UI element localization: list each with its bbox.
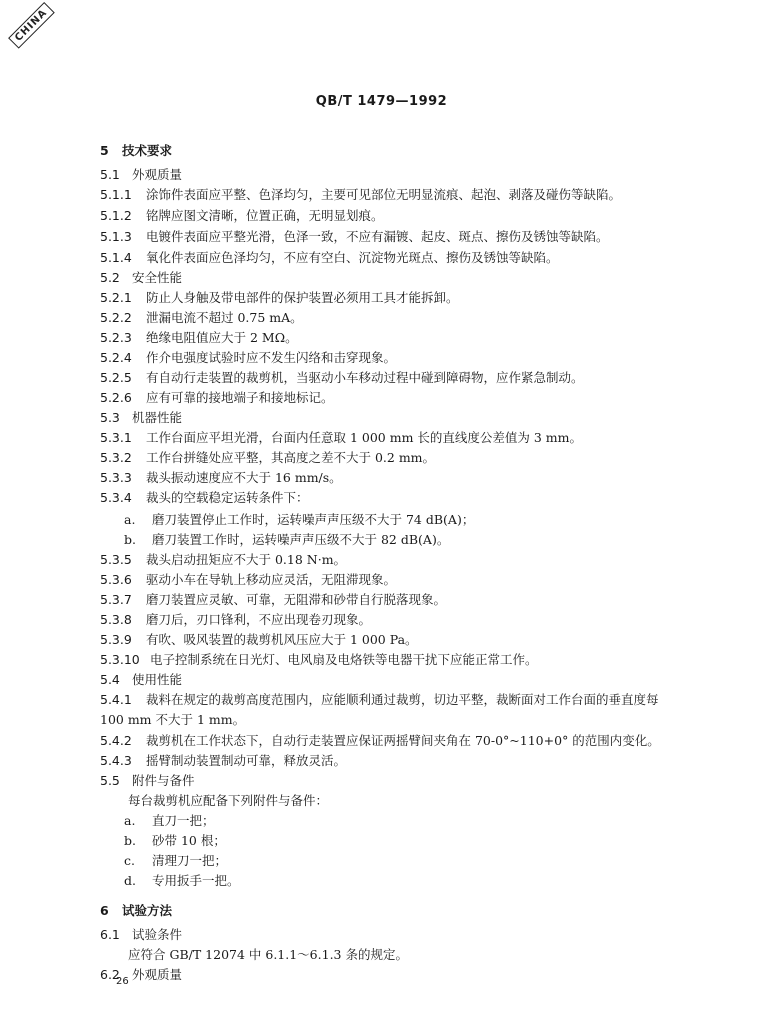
clause-number: 5.4.3	[100, 753, 132, 768]
clause-text: 附件与备件	[132, 773, 195, 788]
clause-text: 裁头的空载稳定运转条件下：	[146, 490, 309, 505]
clause-number: 5.1.3	[100, 229, 132, 244]
clause-text: 100 mm 不大于 1 mm。	[100, 712, 246, 727]
clause-text: 应有可靠的接地端子和接地标记。	[146, 390, 334, 405]
clause-text: 铭牌应图文清晰，位置正确，无明显划痕。	[146, 208, 384, 223]
clause-number: 5.3.2	[100, 450, 132, 465]
clause-text: 工作台拼缝处应平整，其高度之差不大于 0.2 mm。	[146, 450, 436, 465]
clause-number: 5.2.3	[100, 330, 132, 345]
clause-number: 5.1.4	[100, 250, 132, 265]
clause-text: 泄漏电流不超过 0.75 mA。	[146, 310, 303, 325]
clause-text: 使用性能	[132, 672, 183, 687]
clause-number: 5.3.7	[100, 592, 132, 607]
clause-text: 裁料在规定的裁剪高度范围内，应能顺利通过裁剪，切边平整，裁断面对工作台面的垂直度每	[146, 692, 659, 707]
clause-text: 工作台面应平坦光滑，台面内任意取 1 000 mm 长的直线度公差值为 3 mm。	[146, 430, 583, 445]
clause-text: 直刀一把；	[152, 813, 215, 828]
clause-number: 5.4.1	[100, 692, 132, 707]
clause-text: 磨刀装置工作时，运转噪声声压级不大于 82 dB(A)。	[152, 532, 450, 547]
clause-number: 5.4.2	[100, 733, 132, 748]
clause-text: 裁剪机在工作状态下，自动行走装置应保证两摇臂间夹角在 70-0°~110+0° 的范围内变化。	[146, 733, 660, 748]
clause-text: 电子控制系统在日光灯、电风扇及电烙铁等电器干扰下应能正常工作。	[150, 652, 538, 667]
clause-number: 5.5	[100, 773, 120, 788]
clause-text: 磨刀后，刃口锋利，不应出现卷刃现象。	[146, 612, 372, 627]
list-item-marker: a.	[124, 813, 136, 828]
clause-text: 绝缘电阻值应大于 2 MΩ。	[146, 330, 298, 345]
clause-text: 裁头振动速度应不大于 16 mm/s。	[146, 470, 342, 485]
clause-number: 5.3	[100, 410, 120, 425]
clause-text: 裁头启动扭矩应不大于 0.18 N·m。	[146, 552, 347, 567]
clause-number: 5.1	[100, 167, 120, 182]
clause-number: 5.3.1	[100, 430, 132, 445]
clause-text: 安全性能	[132, 270, 183, 285]
list-item-marker: d.	[124, 873, 136, 888]
section-heading: 技术要求	[122, 143, 173, 158]
clause-number: 5.2.5	[100, 370, 132, 385]
clause-text: 外观质量	[132, 967, 183, 982]
clause-number: 5.3.4	[100, 490, 132, 505]
clause-number: 5.3.9	[100, 632, 132, 647]
clause-text: 驱动小车在导轨上移动应灵活，无阻滞现象。	[146, 572, 397, 587]
clause-text: 涂饰件表面应平整、色泽均匀，主要可见部位无明显流痕、起泡、剥落及碰伤等缺陷。	[146, 187, 622, 202]
clause-text: 专用扳手一把。	[152, 873, 240, 888]
clause-number: 5.2.4	[100, 350, 132, 365]
clause-number: 5.2.1	[100, 290, 132, 305]
clause-text: 氧化件表面应色泽均匀，不应有空白、沉淀物光斑点、擦伤及锈蚀等缺陷。	[146, 250, 559, 265]
clause-number: 5.2.2	[100, 310, 132, 325]
list-item-marker: c.	[124, 853, 135, 868]
clause-text: 清理刀一把；	[152, 853, 228, 868]
clause-number: 6.1	[100, 927, 120, 942]
clause-number: 5.4	[100, 672, 120, 687]
clause-number: 5	[100, 143, 109, 158]
clause-number: 5.3.10	[100, 652, 140, 667]
section-heading: 试验方法	[122, 903, 173, 918]
list-item-marker: a.	[124, 512, 136, 527]
clause-text: 防止人身触及带电部件的保护装置必须用工具才能拆卸。	[146, 290, 459, 305]
clause-text: 应符合 GB/T 12074 中 6.1.1～6.1.3 条的规定。	[128, 947, 408, 962]
clause-number: 5.2	[100, 270, 120, 285]
clause-number: 5.3.8	[100, 612, 132, 627]
clause-number: 5.2.6	[100, 390, 132, 405]
clause-text: 砂带 10 根；	[152, 833, 226, 848]
clause-number: 5.1.1	[100, 187, 132, 202]
clause-text: 作介电强度试验时应不发生闪络和击穿现象。	[146, 350, 397, 365]
clause-text: 磨刀装置应灵敏、可靠，无阻滞和砂带自行脱落现象。	[146, 592, 447, 607]
clause-number: 6.2	[100, 967, 120, 982]
clause-text: 每台裁剪机应配备下列附件与备件：	[128, 793, 329, 808]
clause-text: 磨刀装置停止工作时，运转噪声声压级不大于 74 dB(A)；	[152, 512, 475, 527]
clause-number: 6	[100, 903, 109, 918]
clause-number: 5.3.6	[100, 572, 132, 587]
clause-text: 有自动行走装置的裁剪机，当驱动小车移动过程中碰到障碍物，应作紧急制动。	[146, 370, 584, 385]
clause-number: 5.1.2	[100, 208, 132, 223]
china-stamp: CHINA	[8, 2, 54, 48]
clause-text: 摇臂制动装置制动可靠，释放灵活。	[146, 753, 347, 768]
clause-text: 电镀件表面应平整光滑，色泽一致，不应有漏镀、起皮、斑点、擦伤及锈蚀等缺陷。	[146, 229, 609, 244]
list-item-marker: b.	[124, 833, 136, 848]
clause-number: 5.3.5	[100, 552, 132, 567]
page-number: 26	[116, 976, 129, 987]
clause-text: 机器性能	[132, 410, 183, 425]
clause-text: 有吹、吸风装置的裁剪机风压应大于 1 000 Pa。	[146, 632, 418, 647]
clause-text: 试验条件	[132, 927, 183, 942]
clause-number: 5.3.3	[100, 470, 132, 485]
document-header: QB/T 1479—1992	[315, 94, 448, 109]
list-item-marker: b.	[124, 532, 136, 547]
clause-text: 外观质量	[132, 167, 183, 182]
